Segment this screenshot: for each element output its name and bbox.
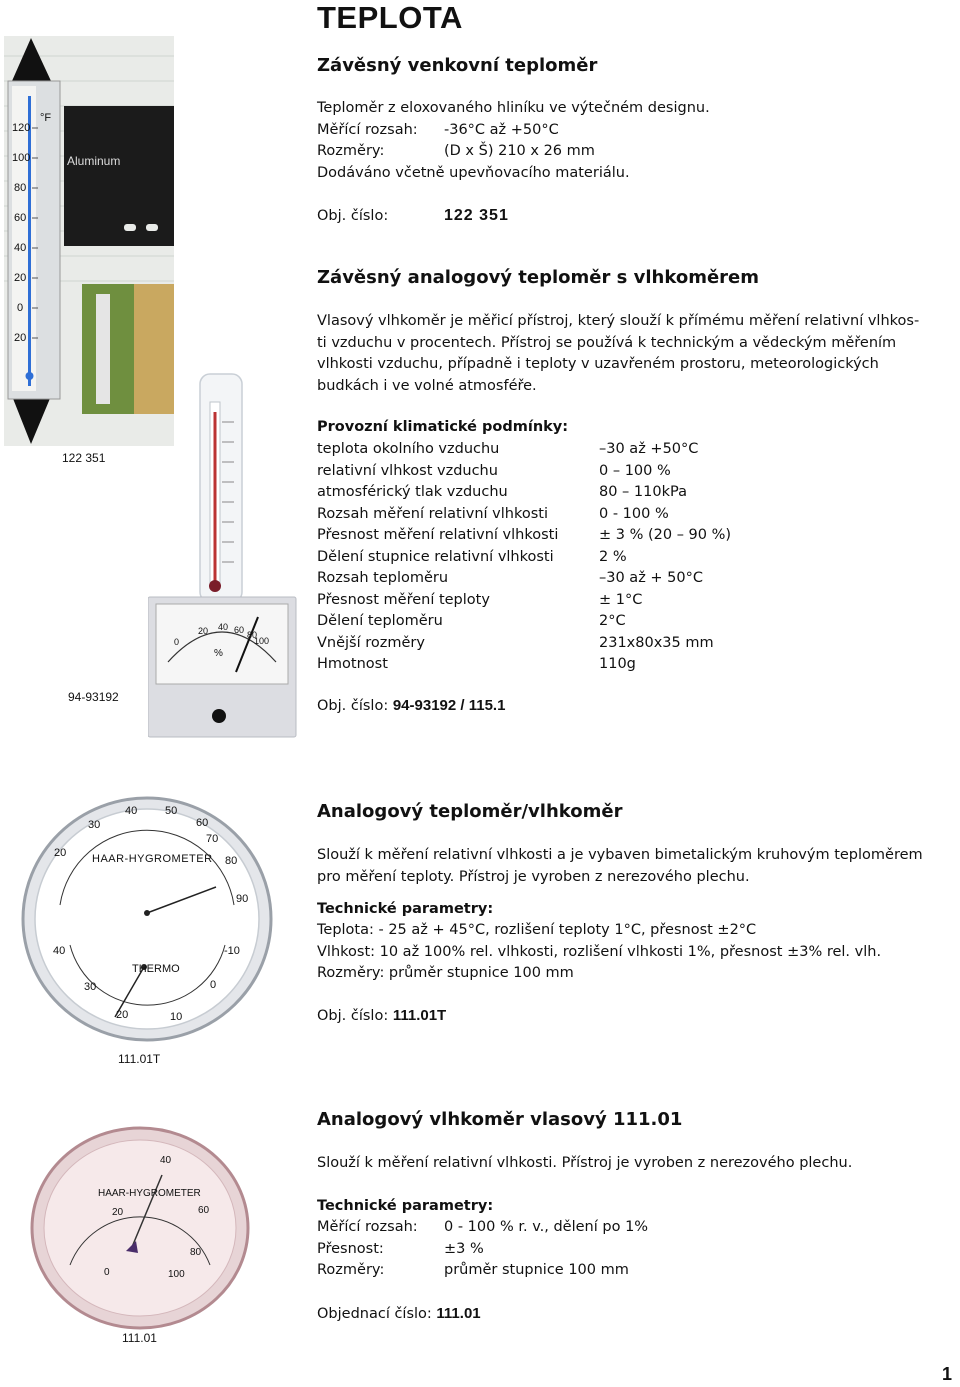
param-row — [317, 633, 877, 655]
param-value: 2°C — [599, 613, 626, 629]
param-label: atmosférický tlak vzduchu — [317, 484, 508, 500]
param-value: 110g — [599, 656, 636, 672]
conditions-table — [317, 439, 877, 676]
dial-tick: 80 — [190, 1247, 202, 1258]
spec-value: průměr stupnice 100 mm — [444, 1262, 629, 1278]
order-number — [317, 695, 505, 718]
dial-unit: % — [214, 648, 223, 659]
tech-param-line: Teplota: - 25 až + 45°C, rozlišení teploty 1°C, přesnost ±2°C — [317, 922, 757, 938]
param-label: Rozsah měření relativní vlhkosti — [317, 505, 549, 522]
temp-tick: -10 — [224, 945, 240, 957]
param-row — [317, 611, 877, 633]
temp-tick: 40 — [53, 945, 66, 957]
spec-row — [317, 1217, 947, 1239]
temp-tick: 0 — [210, 979, 217, 991]
dial-tick-0: 0 — [174, 637, 180, 647]
order-number-label: Obj. číslo: — [317, 698, 389, 714]
tech-params — [317, 920, 947, 985]
scale-label-80: 80 — [14, 182, 27, 194]
param-label: Dělení stupnice relativní vlhkosti — [317, 548, 554, 565]
spec-label: Přesnost: — [317, 1240, 384, 1257]
param-row — [317, 504, 877, 526]
order-number-label: Objednací číslo: — [317, 1306, 432, 1322]
param-value: ± 1°C — [599, 591, 643, 608]
tech-params-heading: Technické parametry: — [317, 1198, 494, 1214]
spec-label: Rozměry: — [317, 143, 385, 159]
spec-row — [317, 1239, 947, 1261]
temp-tick: 30 — [84, 981, 97, 993]
param-label: Přesnost měření relativní vlhkosti — [317, 527, 559, 543]
hum-tick: 70 — [206, 833, 219, 845]
order-number — [317, 205, 509, 228]
param-row — [317, 568, 877, 590]
hum-tick: 40 — [125, 805, 138, 817]
scale-label-60: 60 — [14, 212, 27, 224]
param-row — [317, 482, 877, 504]
description-line: ti vzduchu v procentech. Přístroj se používá k technickým a vědeckým měřením — [317, 334, 897, 351]
order-number-label: Obj. číslo: — [317, 208, 389, 224]
section-heading-hair-hygrometer: Analogový vlhkoměr vlasový 111.01 — [317, 1109, 683, 1130]
description-line: pro měření teploty. Přístroj je vyroben z nerezového plechu. — [317, 868, 750, 885]
scale-label-minus20: 20 — [14, 332, 27, 344]
param-value: –30 až + 50°C — [599, 570, 703, 586]
param-value: 0 – 100 % — [599, 462, 671, 479]
spec-value: -36°C až +50°C — [444, 121, 559, 138]
dial-tick: 0 — [104, 1267, 110, 1278]
spec-label: Měřící rozsah: — [317, 121, 418, 138]
param-row — [317, 654, 877, 676]
image-caption-94-93192: 94-93192 — [68, 690, 119, 704]
dial-tick-40: 40 — [218, 622, 229, 632]
param-value: 2 % — [599, 548, 627, 565]
section-description — [317, 98, 937, 184]
tech-params — [317, 1217, 947, 1282]
param-label: Dělení teploměru — [317, 613, 443, 629]
image-caption-111-01: 111.01 — [122, 1331, 157, 1345]
wall-hygrometer-image — [148, 372, 298, 742]
tech-param-line: Vlhkost: 10 až 100% rel. vlhkosti, rozlišení vlhkosti 1%, přesnost ±3% rel. vlh. — [317, 943, 882, 960]
dial-tick: 100 — [168, 1269, 185, 1280]
dial-tick-100: 100 — [254, 636, 270, 646]
hum-tick: 30 — [88, 819, 101, 831]
hum-tick: 60 — [196, 817, 209, 829]
scale-label-20: 20 — [14, 272, 27, 284]
conditions-heading: Provozní klimatické podmínky: — [317, 419, 569, 435]
param-value: 80 – 110kPa — [599, 484, 687, 500]
dial-tick-20: 20 — [198, 626, 209, 636]
order-number-value: 122 351 — [444, 207, 509, 224]
section-description: Slouží k měření relativní vlhkosti. Přístroj je vyroben z nerezového plechu. — [317, 1155, 853, 1171]
order-number-label: Obj. číslo: — [317, 1008, 389, 1024]
description-line: vlhkosti vzduchu, případně i teploty v uzavřeném prostoru, meteorologických — [317, 356, 879, 372]
dial-title: HAAR-HYGROMETER — [98, 1188, 201, 1199]
param-label: Rozsah teploměru — [317, 570, 449, 586]
spec-row — [317, 120, 937, 142]
order-number-value: 111.01T — [392, 1007, 447, 1024]
spec-label: Měřící rozsah: — [317, 1219, 418, 1235]
dial-tick: 20 — [112, 1207, 124, 1218]
hair-hygrometer-image — [30, 1125, 250, 1330]
spec-value: (D x Š) 210 x 26 mm — [444, 143, 595, 159]
dial-tick: 60 — [198, 1205, 210, 1216]
param-value: 0 - 100 % — [599, 505, 669, 522]
spec-value: ±3 % — [444, 1240, 484, 1257]
description-line: Dodáváno včetně upevňovacího materiálu. — [317, 164, 630, 181]
thermometer-unit-label: °F — [40, 112, 52, 124]
order-number — [317, 1303, 481, 1326]
description-line: Slouží k měření relativní vlhkosti a je vybaven bimetalickým kruhovým teploměrem — [317, 847, 923, 863]
param-row — [317, 525, 877, 547]
param-label: relativní vlhkost vzduchu — [317, 462, 498, 479]
image-caption-111-01t: 111.01T — [118, 1052, 161, 1066]
scale-label-40: 40 — [14, 242, 27, 254]
spec-row — [317, 141, 937, 163]
hum-tick: 90 — [236, 893, 249, 905]
scale-label-0: 0 — [17, 302, 24, 314]
param-row — [317, 547, 877, 569]
temp-tick: 10 — [170, 1011, 183, 1023]
dial-title: HAAR-HYGROMETER — [92, 853, 213, 865]
dial-subtitle: THERMO — [132, 963, 180, 975]
description-line: Teploměr z eloxovaného hliníku ve výtečném designu. — [317, 100, 710, 116]
description-line: Vlasový vlhkoměr je měřicí přístroj, který slouží k přímému měření relativní vlhkos- — [317, 313, 920, 329]
scale-label-120: 120 — [12, 122, 31, 134]
hum-tick: 80 — [225, 855, 238, 867]
hum-tick: 50 — [165, 805, 178, 817]
section-heading-outdoor-thermometer: Závěsný venkovní teploměr — [317, 55, 598, 76]
section-heading-analog-thermo-hygrometer: Analogový teploměr/vlhkoměr — [317, 801, 623, 822]
dial-tick: 40 — [160, 1155, 172, 1166]
param-label: Hmotnost — [317, 656, 388, 672]
param-row — [317, 590, 877, 612]
param-label: Vnější rozměry — [317, 634, 425, 651]
order-number-value: 94-93192 / 115.1 — [392, 697, 506, 714]
dial-tick-60: 60 — [234, 625, 245, 635]
scale-label-100: 100 — [12, 152, 31, 164]
param-label: teplota okolního vzduchu — [317, 441, 500, 457]
hum-tick: 20 — [54, 847, 67, 859]
section-heading-hygrometer-thermometer: Závěsný analogový teploměr s vlhkoměrem — [317, 267, 759, 288]
spec-value: 0 - 100 % r. v., dělení po 1% — [444, 1219, 649, 1235]
temp-tick: 20 — [116, 1009, 129, 1021]
thermo-hygrometer-image — [20, 795, 275, 1045]
thermometer-brand-label: Aluminum — [67, 154, 121, 168]
section-description — [317, 845, 947, 888]
order-number — [317, 1005, 446, 1028]
page-number: 1 — [941, 1364, 952, 1384]
page-title: TEPLOTA — [317, 0, 463, 35]
spec-label: Rozměry: — [317, 1262, 385, 1278]
section-description — [317, 311, 947, 397]
description-line: budkách i ve volné atmosféře. — [317, 377, 537, 394]
param-label: Přesnost měření teploty — [317, 591, 490, 608]
order-number-value: 111.01 — [436, 1305, 481, 1322]
param-row — [317, 439, 877, 461]
param-row — [317, 461, 877, 483]
tech-params-heading: Technické parametry: — [317, 901, 494, 917]
image-caption-122351: 122 351 — [62, 451, 106, 465]
tech-param-line: Rozměry: průměr stupnice 100 mm — [317, 965, 574, 981]
param-value: ± 3 % (20 – 90 %) — [599, 527, 732, 543]
spec-row — [317, 1260, 947, 1282]
dial-tick-80: 80 — [247, 630, 258, 640]
param-value: –30 až +50°C — [599, 441, 699, 457]
param-value: 231x80x35 mm — [599, 634, 714, 651]
